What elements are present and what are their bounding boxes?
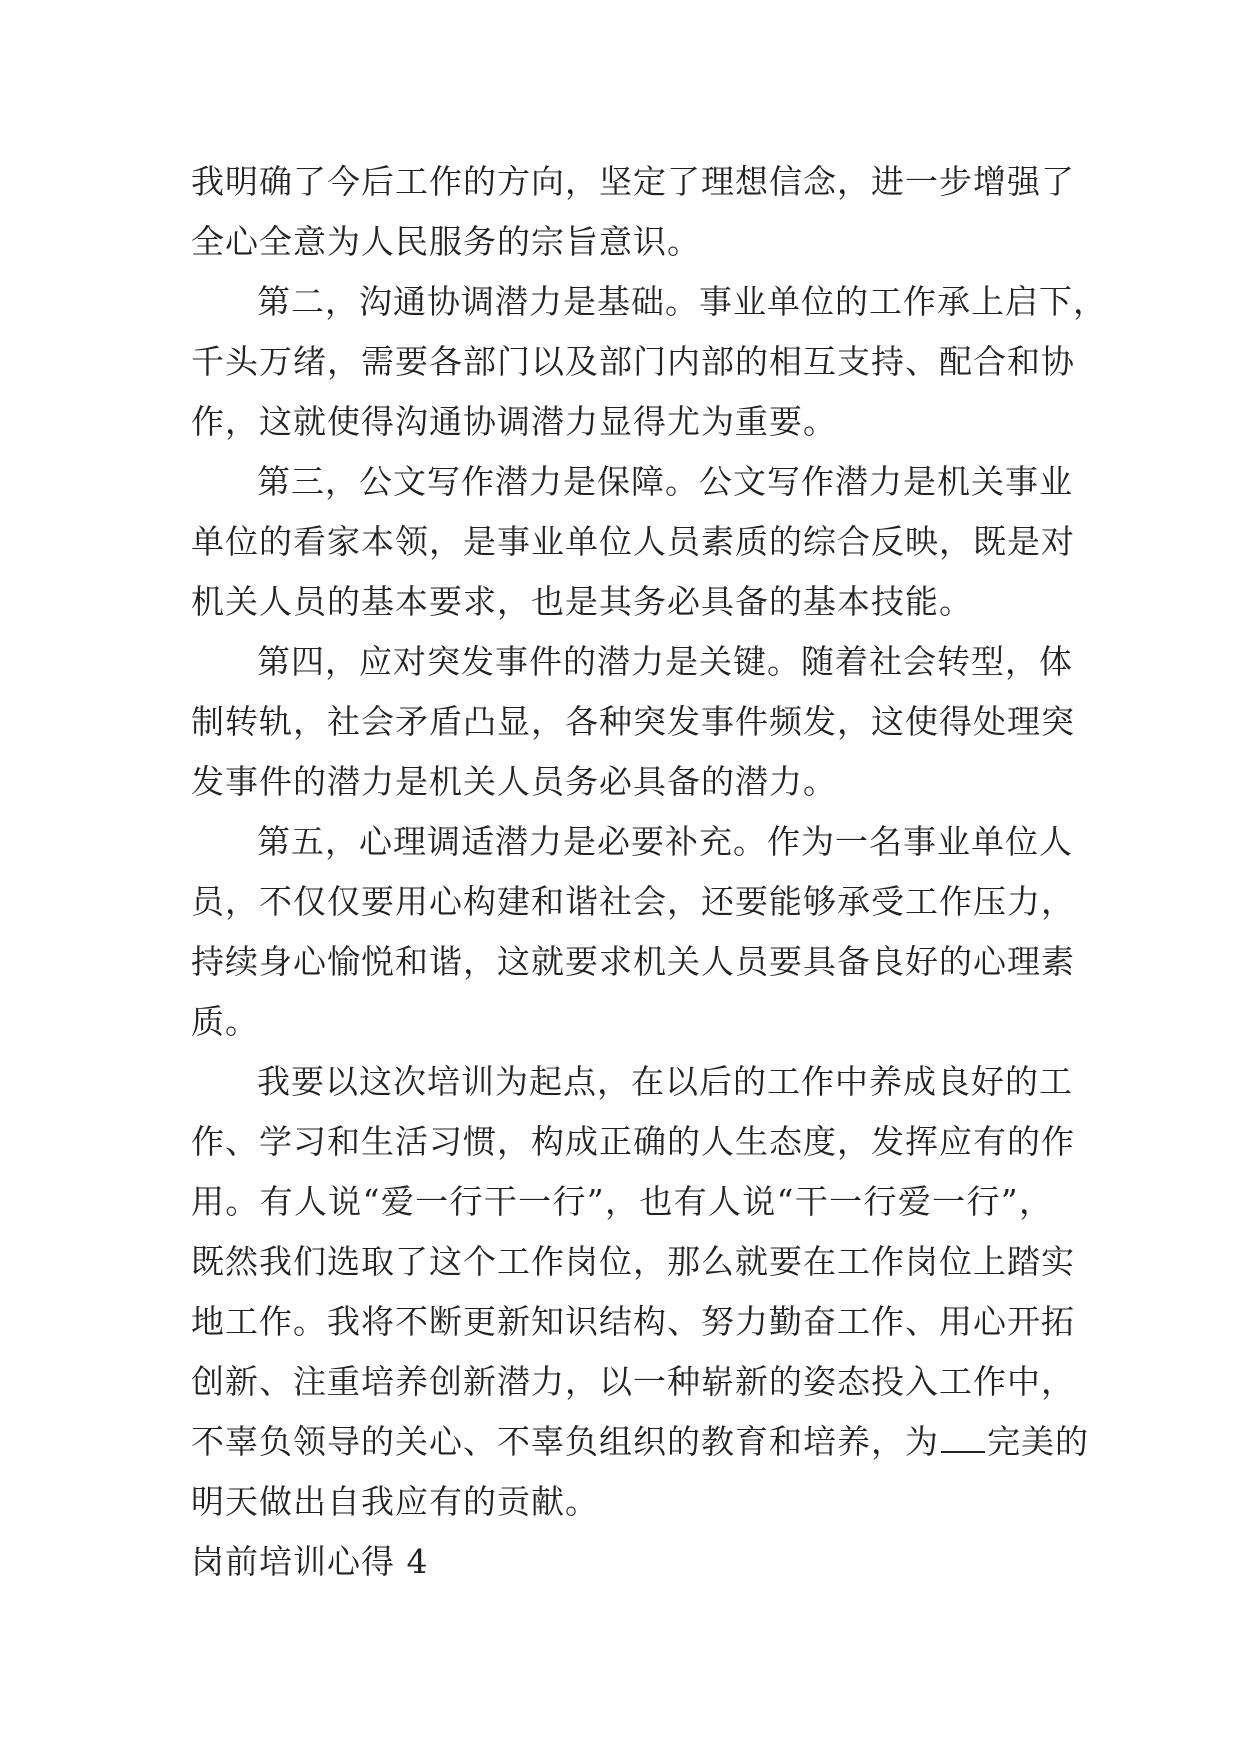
text-line: 千头万绪，需要各部门以及部门内部的相互支持、配合和协 [191,342,1075,381]
text-line: 地工作。我将不断更新知识结构、努力勤奋工作、用心开拓 [191,1302,1075,1341]
text-line: 既然我们选取了这个工作岗位，那么就要在工作岗位上踏实 [191,1242,1075,1281]
document-body [191,152,1107,1592]
text-line: 明天做出自我应有的贡献。 [191,1482,599,1521]
text-line: 发事件的潜力是机关人员务必具备的潜力。 [191,762,837,801]
text-line-with-blank [191,1412,1089,1472]
text-segment: 完美的 [987,1422,1089,1461]
paragraph-start-line: 第四，应对突发事件的潜力是关键。随着社会转型，体 [257,642,1073,681]
text-line: 持续身心愉悦和谐，这就要求机关人员要具备良好的心理素 [191,942,1075,981]
text-line: 作，这就使得沟通协调潜力显得尤为重要。 [191,402,837,441]
text-line: 单位的看家本领，是事业单位人员素质的综合反映，既是对 [191,522,1075,561]
section-heading: 岗前培训心得 4 [191,1542,429,1581]
text-line: 全心全意为人民服务的宗旨意识。 [191,222,701,261]
text-line: 我明确了今后工作的方向，坚定了理想信念，进一步增强了 [191,162,1075,201]
paragraph-start-line: 第二，沟通协调潜力是基础。事业单位的工作承上启下， [257,282,1107,321]
paragraph-start-line: 第三，公文写作潜力是保障。公文写作潜力是机关事业 [257,462,1073,501]
text-line: 用。有人说“爱一行干一行”，也有人说“干一行爱一行”， [191,1182,1053,1221]
paragraph-start-line: 第五，心理调适潜力是必要补充。作为一名事业单位人 [257,822,1073,861]
text-line: 创新、注重培养创新潜力，以一种崭新的姿态投入工作中， [191,1362,1075,1401]
fill-in-blank [941,1421,985,1453]
text-line: 机关人员的基本要求，也是其务必具备的基本技能。 [191,582,973,621]
text-segment: 不辜负领导的关心、不辜负组织的教育和培养，为 [191,1422,939,1461]
text-line: 作、学习和生活习惯，构成正确的人生态度，发挥应有的作 [191,1122,1075,1161]
text-line: 制转轨，社会矛盾凸显，各种突发事件频发，这使得处理突 [191,702,1075,741]
text-line: 质。 [191,1002,259,1041]
text-line: 员，不仅仅要用心构建和谐社会，还要能够承受工作压力， [191,882,1075,921]
paragraph-start-line: 我要以这次培训为起点，在以后的工作中养成良好的工 [257,1062,1073,1101]
